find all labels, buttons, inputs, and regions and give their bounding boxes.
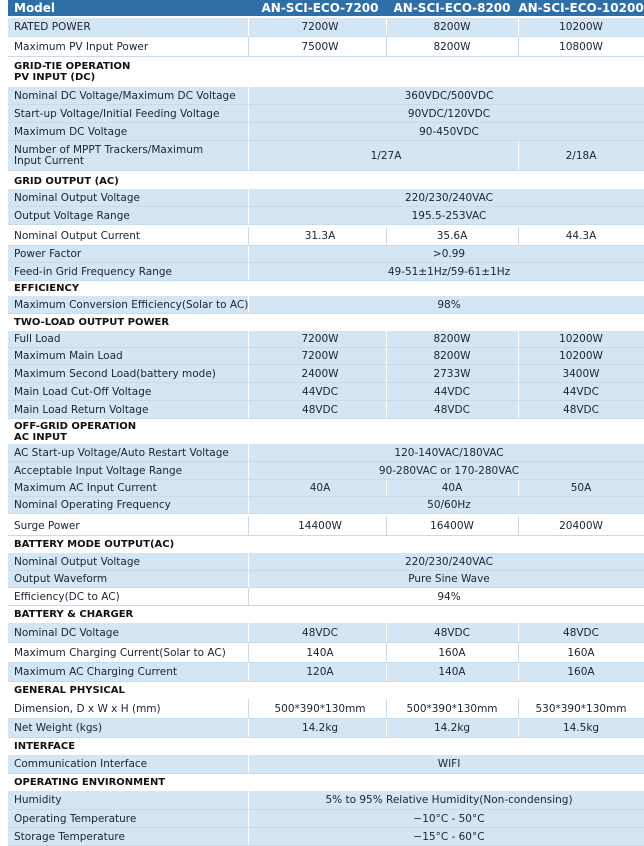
row-label-line1: Number of MPPT Trackers/Maximum (14, 143, 204, 156)
row-value-3: 3400W (562, 367, 600, 380)
row-value-3: 10200W (559, 350, 603, 362)
section-title-line2: AC INPUT (14, 431, 67, 443)
row-value-12: 1/27A (370, 149, 402, 162)
row-value-3: 48VDC (563, 626, 599, 639)
row-max-chg-ac (8, 663, 644, 682)
row-value: 220/230/240VAC (404, 191, 494, 204)
row-label: Operating Temperature (14, 812, 137, 825)
row-nom-out-c (8, 227, 644, 246)
row-value: 90-450VDC (419, 125, 479, 138)
section-offgrid (8, 419, 644, 444)
section-title-line1: GRID-TIE OPERATION (14, 61, 131, 72)
row-label: Dimension, D x W x H (mm) (14, 702, 161, 715)
row-value-3: 160A (567, 666, 595, 678)
row-value-3: 48VDC (563, 403, 599, 416)
row-max-chg-solar (8, 643, 644, 663)
row-label: Power Factor (14, 248, 82, 260)
table-header (8, 0, 644, 16)
header-col2: AN-SCI-ECO-8200 (393, 1, 511, 15)
row-value-3: 44VDC (563, 385, 599, 398)
row-startup (8, 105, 644, 123)
row-value-2: 140A (438, 666, 466, 678)
row-max-dc (8, 123, 644, 141)
section-title-line2: PV INPUT (DC) (14, 72, 96, 83)
row-value-2: 35.6A (436, 230, 468, 242)
section-battery-mode (8, 536, 644, 553)
row-label: Maximum Charging Current(Solar to AC) (14, 646, 226, 659)
row-st-temp (8, 828, 644, 846)
section-grid-output (8, 173, 644, 189)
section-grid-tie (8, 59, 644, 85)
section-physical (8, 682, 644, 699)
row-value: 195.5-253VAC (411, 209, 487, 222)
section-charger (8, 606, 644, 623)
row-weight (8, 719, 644, 738)
row-value-2: 500*390*130mm (406, 702, 498, 715)
row-label: Maximum AC Input Current (14, 482, 157, 494)
row-value-3: 20400W (559, 519, 603, 532)
row-value-2: 8200W (433, 350, 471, 362)
row-value: 120-140VAC/180VAC (394, 446, 504, 459)
row-out-range (8, 207, 644, 225)
row-value: −15°C - 60°C (413, 830, 485, 843)
row-value-3: 14.5kg (562, 722, 600, 734)
row-nom-freq (8, 497, 644, 514)
row-max-main (8, 348, 644, 365)
row-label: Nominal Operating Frequency (14, 499, 171, 511)
row-humidity (8, 791, 644, 810)
row-value: >0.99 (432, 248, 466, 260)
row-value-1: 2400W (301, 367, 339, 380)
row-value-3: 44.3A (565, 230, 597, 242)
header-col3: AN-SCI-ECO-10200 (518, 1, 644, 15)
row-value-3: 50A (570, 482, 592, 494)
row-label: Full Load (14, 333, 61, 345)
row-comm (8, 755, 644, 774)
row-value-1: 31.3A (304, 230, 336, 242)
row-value: 49-51±1Hz/59-61±1Hz (387, 265, 511, 278)
row-label: Main Load Cut-Off Voltage (14, 385, 152, 398)
row-ac-start (8, 444, 644, 462)
row-label: Maximum DC Voltage (14, 125, 128, 138)
row-value-1: 7200W (301, 350, 339, 362)
row-label: Nominal Output Current (14, 230, 141, 242)
row-value: 98% (437, 298, 461, 311)
row-max-second (8, 365, 644, 383)
row-label: Nominal DC Voltage (14, 626, 119, 639)
row-nom-dc-v (8, 623, 644, 643)
row-value-1: 40A (309, 482, 331, 494)
row-label: Efficiency(DC to AC) (14, 590, 120, 603)
row-value-1: 7200W (301, 21, 339, 33)
section-interface (8, 738, 644, 755)
section-title: EFFICIENCY (14, 283, 80, 294)
row-value: 90VDC/120VDC (407, 107, 491, 120)
row-label: Maximum Conversion Efficiency(Solar to AC) (14, 298, 249, 311)
row-label: Net Weight (kgs) (14, 722, 103, 734)
row-label: Communication Interface (14, 758, 148, 770)
row-label: Humidity (14, 794, 62, 806)
row-value-1: 140A (306, 646, 334, 659)
row-value-1: 44VDC (302, 385, 338, 398)
row-value-3: 2/18A (565, 149, 597, 162)
row-label: Maximum Main Load (14, 350, 123, 362)
row-value-2: 44VDC (434, 385, 470, 398)
row-surge (8, 516, 644, 536)
row-value: 360VDC/500VDC (404, 89, 494, 102)
row-value-2: 40A (441, 482, 463, 494)
row-value-1: 120A (306, 666, 334, 678)
row-label: Surge Power (14, 519, 80, 532)
row-op-temp (8, 810, 644, 828)
row-value-1: 48VDC (302, 403, 338, 416)
row-cutoff (8, 383, 644, 401)
row-value-2: 16400W (430, 519, 474, 532)
row-label: Main Load Return Voltage (14, 403, 149, 416)
section-title: GENERAL PHYSICAL (14, 685, 125, 696)
row-label: Maximum Second Load(battery mode) (14, 367, 216, 380)
row-value: 220/230/240VAC (404, 555, 494, 568)
header-model: Model (14, 1, 56, 15)
section-efficiency (8, 281, 644, 296)
section-title-line1: OFF-GRID OPERATION (14, 420, 137, 432)
section-title: BATTERY & CHARGER (14, 609, 134, 620)
section-title: BATTERY MODE OUTPUT(AC) (14, 539, 175, 550)
row-value-1: 14.2kg (301, 722, 339, 734)
row-value: WIFI (437, 758, 461, 770)
row-label: Feed-in Grid Frequency Range (14, 265, 172, 278)
row-value-3: 530*390*130mm (535, 702, 627, 715)
row-label: RATED POWER (14, 21, 91, 33)
row-label: Nominal Output Voltage (14, 191, 140, 204)
row-value-2: 8200W (433, 333, 471, 345)
row-label: Start-up Voltage/Initial Feeding Voltage (14, 107, 220, 120)
row-value-1: 7500W (301, 40, 339, 53)
row-label: Output Voltage Range (14, 209, 130, 222)
row-nom-out-v (8, 189, 644, 207)
row-label: Acceptable Input Voltage Range (14, 464, 183, 477)
row-pf (8, 246, 644, 263)
row-value-1: 7200W (301, 333, 339, 345)
section-title: OPERATING ENVIRONMENT (14, 777, 166, 788)
row-label: Maximum AC Charging Current (14, 666, 177, 678)
row-eff-dc (8, 588, 644, 606)
row-value-3: 160A (567, 646, 595, 659)
row-bm-nom-v (8, 553, 644, 571)
row-label: Nominal DC Voltage/Maximum DC Voltage (14, 89, 236, 102)
section-title: INTERFACE (14, 741, 76, 752)
row-value-3: 10200W (559, 333, 603, 345)
row-mppt (8, 141, 644, 171)
row-max-ac-in (8, 480, 644, 497)
row-label: Storage Temperature (14, 830, 125, 843)
row-value-2: 160A (438, 646, 466, 659)
row-rated-power (8, 18, 644, 37)
row-value: 5% to 95% Relative Humidity(Non-condensing) (325, 794, 573, 806)
row-value-3: 10200W (559, 21, 603, 33)
row-waveform (8, 571, 644, 588)
row-label: AC Start-up Voltage/Auto Restart Voltage (14, 446, 229, 459)
row-value-1: 14400W (298, 519, 342, 532)
row-value-2: 14.2kg (433, 722, 471, 734)
row-value-2: 8200W (433, 21, 471, 33)
row-value-1: 500*390*130mm (274, 702, 366, 715)
header-col1: AN-SCI-ECO-7200 (261, 1, 379, 15)
row-value-3: 10800W (559, 40, 603, 53)
row-label: Output Waveform (14, 573, 108, 585)
row-value: −10°C - 50°C (413, 812, 485, 825)
row-max-pv (8, 37, 644, 57)
row-label: Nominal Output Voltage (14, 555, 140, 568)
row-label: Maximum PV Input Power (14, 40, 149, 53)
row-value-1: 48VDC (302, 626, 338, 639)
row-acc-input (8, 462, 644, 480)
row-dimension (8, 699, 644, 719)
row-value-2: 2733W (433, 367, 471, 380)
section-title: GRID OUTPUT (AC) (14, 175, 119, 187)
row-value: Pure Sine Wave (408, 573, 490, 585)
row-max-conv (8, 296, 644, 314)
row-label-line2: Input Current (14, 154, 84, 167)
section-two-load (8, 314, 644, 331)
row-value-2: 8200W (433, 40, 471, 53)
row-return-v (8, 401, 644, 419)
row-feed-in (8, 263, 644, 281)
row-value: 94% (437, 590, 461, 603)
row-value-2: 48VDC (434, 403, 470, 416)
row-nominal-dc (8, 87, 644, 105)
section-environment (8, 774, 644, 791)
row-value: 50/60Hz (427, 499, 471, 511)
section-title: TWO-LOAD OUTPUT POWER (14, 317, 170, 328)
row-full-load (8, 331, 644, 348)
row-value: 90-280VAC or 170-280VAC (378, 464, 520, 477)
row-value-2: 48VDC (434, 626, 470, 639)
